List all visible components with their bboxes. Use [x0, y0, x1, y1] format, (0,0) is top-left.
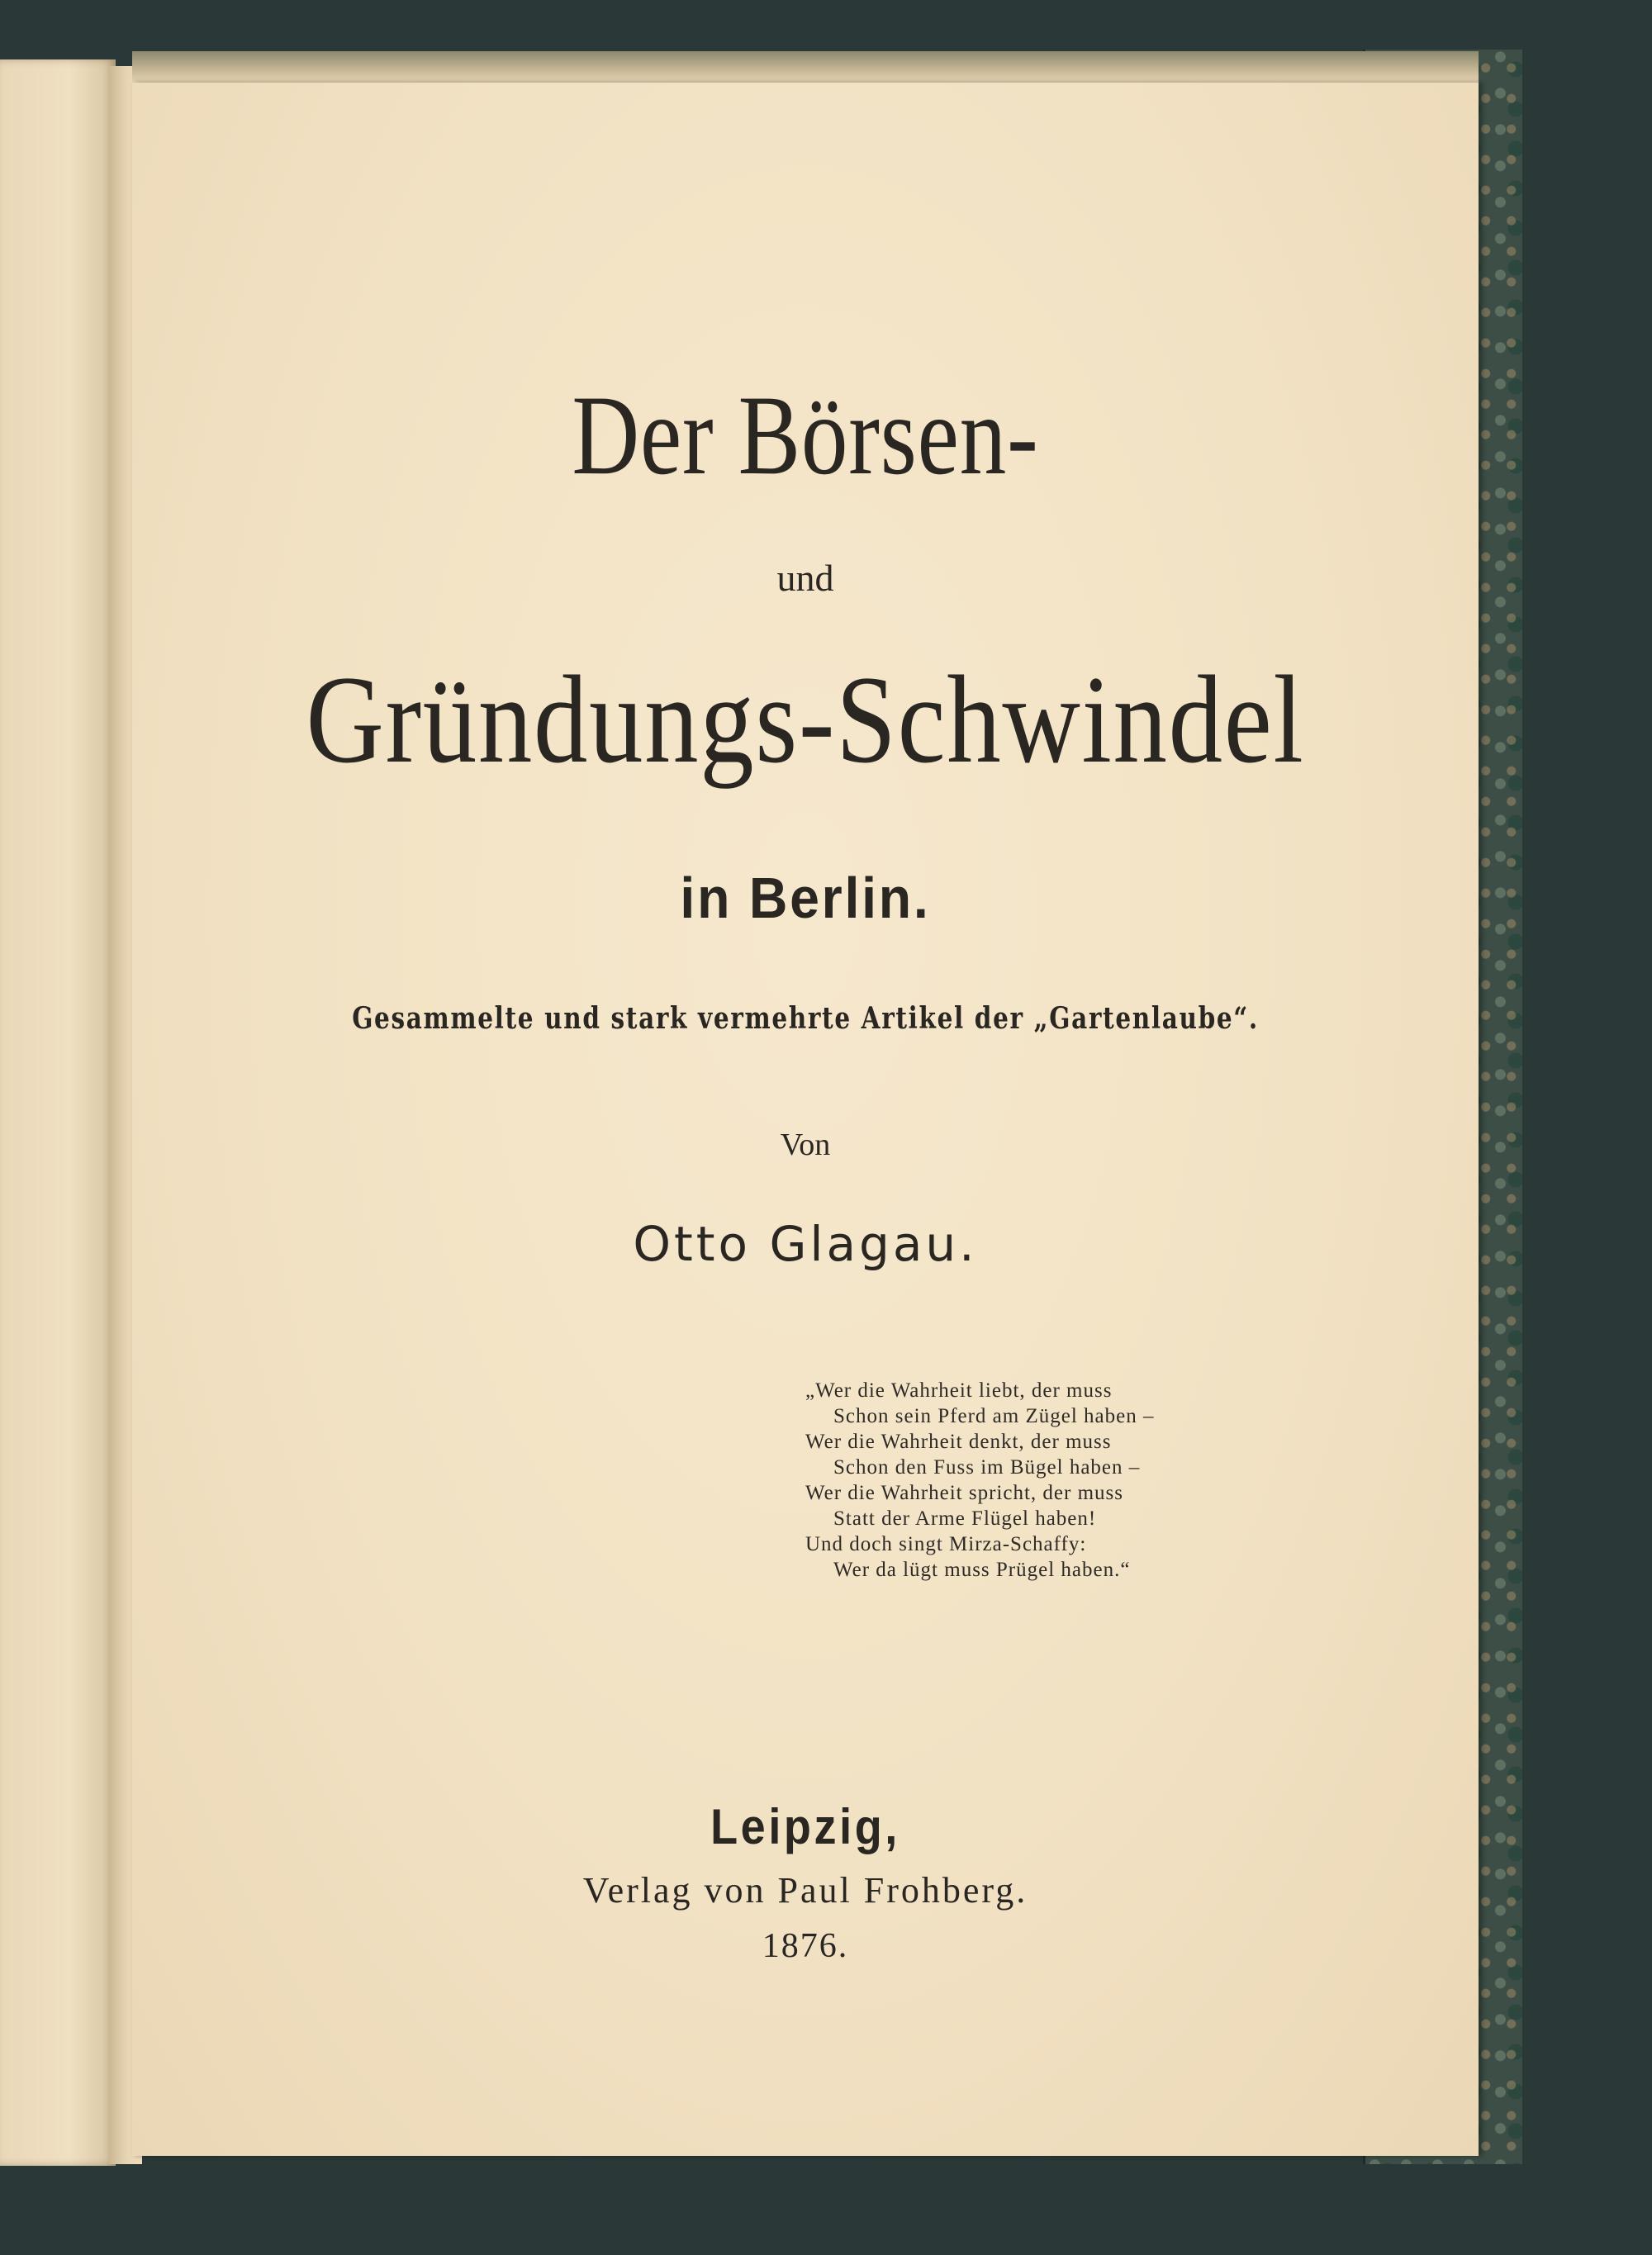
epigraph-line: Statt der Arme Flügel haben! — [833, 1507, 1097, 1530]
author-name: Otto Glagau. — [633, 1216, 978, 1272]
epigraph-line: Schon den Fuss im Bügel haben – — [833, 1456, 1141, 1479]
book-title-line-1: Der Börsen- — [572, 372, 1039, 498]
book-title-line-3: in Berlin. — [680, 866, 931, 930]
book-title-line-2: Gründungs-Schwindel — [306, 650, 1305, 789]
epigraph-line: Schon sein Pferd am Zügel haben – — [833, 1405, 1155, 1427]
epigraph-line: Wer da lügt muss Prügel haben.“ — [833, 1559, 1131, 1581]
by-label: Von — [780, 1128, 831, 1162]
publication-place: Leipzig, — [710, 1799, 900, 1854]
publisher: Verlag von Paul Frohberg. — [582, 1870, 1028, 1911]
book-title-conjunction: und — [776, 557, 834, 599]
publication-year: 1876. — [762, 1927, 849, 1965]
epigraph-line: Wer die Wahrheit denkt, der muss — [805, 1431, 1112, 1453]
page-top-edge — [132, 51, 1479, 84]
facing-page-edge — [0, 59, 116, 2166]
epigraph-line: „Wer die Wahrheit liebt, der muss — [805, 1379, 1113, 1402]
epigraph-line: Und doch singt Mirza-Schaffy: — [805, 1533, 1087, 1555]
book-subtitle: Gesammelte und stark vermehrte Artikel der „Gartenlaube“. — [352, 1001, 1259, 1036]
epigraph — [805, 1378, 1251, 1583]
epigraph-line: Wer die Wahrheit spricht, der muss — [805, 1482, 1123, 1504]
